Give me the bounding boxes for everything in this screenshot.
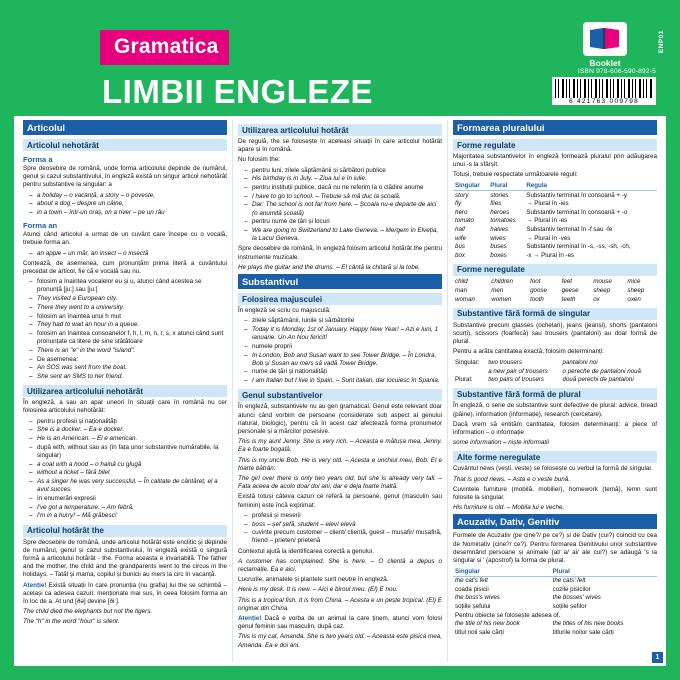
cell: două perechi de pantaloni — [562, 376, 634, 384]
paragraph: Lucrurile, animalele și plantele sunt neutre în engleză. — [238, 576, 389, 584]
list-item: – cuvinte precum customer – client/ clientă, guest – musafir/ musafiră, friend – prieten/ prietenă — [247, 529, 442, 545]
paragraph: His furniture is old. – Mobila lui e veche. — [453, 504, 565, 512]
paragraph: The child died the elephants but not the tigers. — [23, 608, 153, 616]
cell: the cat's felt — [455, 577, 488, 585]
paragraph: Cuvântul news (vești, veste) se folosește cu verbul la formă de singular. — [453, 465, 653, 473]
table-row — [453, 611, 657, 620]
list-item: – I'm in a hurry! – Mă grăbesc! — [32, 512, 227, 520]
determiner-table — [453, 359, 657, 385]
col-header-singular: Singular — [453, 567, 551, 576]
table-row — [453, 620, 657, 629]
list-item: – profesii și meserii — [247, 512, 442, 520]
paragraph: Spre deosebire de română, în engleză folosim articolul hotărât the pentru instrumente muzicale. — [238, 245, 442, 261]
subheading-utilizarea-nehotarat: Utilizarea articolului nehotărât — [23, 385, 227, 397]
cell: the boss's wives — [455, 594, 500, 602]
section-heading-articolul: Articolul — [23, 120, 227, 135]
cell: mouse — [593, 278, 612, 286]
list-forma-an — [23, 250, 227, 258]
cell: fly — [455, 200, 462, 208]
subheading-fara-singular: Substantive fără formă de singular — [453, 308, 657, 320]
list-item: – There is an "e" in the word "island". — [32, 347, 227, 355]
cell: two pairs of trousers — [488, 376, 544, 384]
list-item: – As a singer he was very successful. – În calitate de cântăreț, el a avut succes. — [32, 478, 227, 494]
list-item: – an apple – un măr, an insect – o insectă — [32, 250, 227, 258]
irregular-plural-table — [453, 278, 657, 304]
poster-header — [100, 14, 666, 114]
table-row — [453, 628, 657, 637]
heading-forma-an: Forma an — [23, 221, 58, 231]
subheading-fara-plural: Substantive fără formă de plural — [453, 388, 657, 400]
col-header-plural: Plural — [488, 182, 524, 191]
paragraph: Dacă vrem să entităm cantitatea, folosim determinanți: a piece of information – o informație — [453, 420, 657, 436]
paragraph: Pentru a arăta cantitatea exactă, folosim determinanți: — [453, 348, 604, 356]
table-row — [453, 576, 657, 585]
paragraph: He plays the guitar and the drums. – El cântă la chitară și la tobe. — [238, 263, 421, 271]
section-heading-substantivul: Substantivul — [238, 274, 442, 289]
cell: coada pisicii — [455, 585, 489, 593]
table-row — [453, 367, 657, 376]
list-item: – numele proprii — [247, 343, 442, 351]
cell: children — [491, 278, 513, 286]
paragraph: The girl over there is only two years old, but she is already very tall. – Fata aceea de acolo doar doi ani, dar e deja foarte înaltă. — [238, 475, 442, 491]
paragraph: Substantive precum glasses (ochelari), jeans (jeanși), shorts (pantaloni scurți), scissors (foarfecă) sau trousers (pantaloni) au doar formă de plural. — [453, 321, 657, 346]
cell: a new pair of trousers — [488, 367, 548, 375]
list-item: – I am Italian but I live in Spain. – Sunt italian, dar locuiesc în Spania. — [247, 377, 442, 385]
cell: the titles of his new books — [552, 620, 624, 628]
paragraph: some information – niște informații — [453, 439, 549, 447]
cell: child — [455, 278, 468, 286]
list-item: – boss – șef șefă, student – elev/ elevă — [247, 521, 442, 529]
list-item: – De asemenea: — [32, 356, 227, 364]
list-item: – She sent an SMS to her friend. — [32, 373, 227, 381]
paragraph: That is good news. – Asta e o veste bună. — [453, 475, 571, 483]
paragraph: Here is my desk. It is new. – Aici e biroul meu. (El) E nou. — [238, 586, 398, 594]
list-item: – I've got a temperature. – Am febră. — [32, 504, 227, 512]
table-row — [453, 594, 657, 603]
kicker-banner: Gramatica — [100, 30, 229, 65]
list-item: – după with, without sau as (în fața unor substantive numărabile, la singular) — [32, 444, 227, 460]
list-gen — [238, 512, 442, 546]
subheading-alte-forme: Alte forme neregulate — [453, 451, 657, 463]
table-row — [453, 200, 657, 209]
table-row — [453, 191, 657, 200]
table-row — [453, 278, 657, 287]
subheading-articolul-hotarat: Articolul hotărât the — [23, 525, 227, 537]
table-row — [453, 243, 657, 252]
heading-forma-a: Forma a — [23, 155, 53, 164]
list-item: – without a ticket – fără bilet — [32, 469, 227, 477]
list-item: – pentru profesii și naționalități — [32, 418, 227, 426]
cell: → Plural în -ves — [526, 234, 571, 242]
table-row — [453, 603, 657, 612]
list-item: – în enumerări expresii — [32, 495, 227, 503]
cell: women — [491, 295, 512, 303]
cell: bus — [455, 243, 465, 251]
cell: titlurile noilor sale cărți — [552, 628, 614, 636]
isbn-text: ISBN 978-606-590-892-5 — [577, 68, 656, 75]
atentie-label: Atenție! — [238, 615, 262, 623]
atentie-text: Există situații în care pronunția (nu grafia) lui the se schimbă – același ca adesea cazuri; menționate mai sus, în ceea folosim forma an în loc de a. At und [ðə] devine [ðiː]. — [23, 581, 227, 605]
list-item: – An SOS was sent from the boat. — [32, 364, 227, 372]
list-item: – They visited a European city. — [32, 295, 227, 303]
paragraph: În engleză, o serie de substantive sunt defective de plural: advice, bread (pâine), information (informație), research (cercetare). — [453, 402, 657, 418]
list-item: – in a town – într-un oraș, on a river – pe un râu — [32, 209, 227, 217]
section-heading-cazuri: Acuzativ, Dativ, Genitiv — [453, 514, 657, 529]
cell: goose — [530, 287, 547, 295]
list-item: – We are going to Switzerland to Lake Geneva. – Mergem în Elveția, la Lacul Geneva. — [247, 227, 442, 243]
table-header-row — [453, 567, 657, 576]
cell: the title of his new book — [455, 620, 520, 628]
paragraph-atentie — [23, 582, 227, 607]
section-heading-plural: Formarea pluralului — [453, 120, 657, 135]
cell: men — [491, 287, 504, 295]
table-header-row — [453, 182, 657, 191]
col-header-singular: Singular — [453, 182, 488, 191]
cell: man — [455, 287, 468, 295]
list-item: – There they went to a university. — [32, 304, 227, 312]
table-row — [453, 295, 657, 304]
subheading-forme-regulate: Forme regulate — [453, 139, 657, 151]
list-item: – a holiday – o vacanță, a story – o poveste, — [32, 192, 227, 200]
brand-name: Booklet — [589, 58, 621, 68]
cell: stories — [490, 191, 509, 199]
content-sheet — [14, 116, 666, 666]
cell: Substantiv terminat în -s, -ss, -sh, -ch, — [526, 243, 631, 251]
cell: pantaloni noi — [562, 359, 598, 367]
cell: geese — [561, 287, 579, 295]
atentie-label: Atenție! — [23, 581, 47, 589]
barcode-bars — [555, 79, 653, 98]
subheading-majuscula: Folosirea majusculei — [238, 293, 442, 305]
table-row — [453, 208, 657, 217]
list-item: – He is an American. – El e american. — [32, 435, 227, 443]
list-item: – His birthday is in July. – Ziua lui e în iulie. — [247, 175, 442, 183]
paragraph: This is my aunt Jenny. She is very rich. – Aceasta e mătușa mea, Jenny. Ea e foarte bogată. — [238, 438, 442, 454]
cell: the bosses' wives — [552, 594, 601, 602]
table-row — [453, 234, 657, 243]
cell: -x → Plural în -es — [526, 251, 575, 259]
barcode-digits: 6 421763 009798 — [568, 98, 640, 105]
cell: soțiile șefului — [455, 603, 491, 611]
list-item: – about a dog – despre un câine, — [32, 200, 227, 208]
subheading-articolul-nehotarat: Articolul nehotărât — [23, 139, 227, 151]
list-item: – a coat with a hood – o haină cu glugă — [32, 461, 227, 469]
paragraph-atentie — [238, 615, 442, 631]
paragraph: Contextul ajută la identificarea corectă a genului. — [238, 547, 374, 555]
list-item: – zilele săptămânii, lunile și sărbătorile — [247, 317, 442, 325]
table-row — [453, 217, 657, 226]
paragraph: În engleză se scriu cu majusculă: — [238, 307, 331, 315]
cell: tomatoes — [490, 217, 516, 225]
list-item: – She is a docker. – Ea e docker. — [32, 426, 227, 434]
cell: sheep — [593, 287, 611, 295]
column-articolul — [18, 120, 232, 662]
cell: Substantiv terminat în consoană + -o — [526, 208, 628, 216]
cell: tooth — [530, 295, 544, 303]
page-title: LIMBII ENGLEZE — [102, 73, 373, 110]
paragraph: Nu folosim the: — [238, 156, 280, 164]
book-icon — [583, 22, 627, 56]
table-row — [453, 585, 657, 594]
list-item: – I have to go to school. – Trebuie să mă duc la școală. — [247, 193, 442, 201]
cell: heroes — [490, 208, 510, 216]
brand-logo — [566, 22, 644, 68]
cell: woman — [455, 295, 475, 303]
cell: foot — [530, 278, 541, 286]
column-plural — [447, 120, 662, 662]
cell: o pereche de pantaloni nouă — [562, 367, 641, 375]
paragraph: Există totuși câteva cazuri ce referă la persoane, genul (masculin sau feminin) este încă exprimat: — [238, 493, 442, 509]
cell: cozile pisicilor — [552, 585, 591, 593]
list-majuscula — [238, 317, 442, 385]
plural-table — [453, 182, 657, 260]
list-item: – In London, Bob and Susan want to see Tower Bridge. – În Londra, Bob și Susan au mers să vadă Tower Bridge. — [247, 352, 442, 368]
table-row — [453, 251, 657, 260]
cell: Plural: — [455, 376, 473, 384]
table-row — [453, 226, 657, 235]
list-item: – folosim a înaintea vocalelor eu și u, atunci când acestea se pronunță [ju:] sau [ju:] — [32, 278, 227, 294]
cell: buses — [490, 243, 507, 251]
col-header-regula: Regula — [524, 182, 657, 191]
cell: story — [455, 191, 469, 199]
cell: Substantiv terminat în consoană + -y — [526, 191, 627, 199]
paragraph: This is a tropical fish. It is from China. – Acesta e un pește tropical. (El) E originar din China. — [238, 596, 442, 612]
list-item: – folosim an înaintea consoanelor f, h, l, m, n, r, s, x atunci când sunt pronunțate ca litere de sine stătătoare — [32, 330, 227, 346]
cell: soțiile șefilor — [552, 603, 587, 611]
cell: sheep — [627, 287, 645, 295]
list-item: – pentru nume de țări și locuri — [247, 218, 442, 226]
paragraph: The "h" in the word "hour" is silent. — [23, 618, 120, 626]
cell — [453, 367, 486, 376]
barcode — [552, 77, 656, 105]
cell: titlul noii sale cărți — [455, 628, 504, 636]
subheading-forme-neregulate: Forme neregulate — [453, 264, 657, 276]
paragraph: This is my uncle Bob. He is very old. – Acesta e unchiul meu, Bob. El e foarte bătrân. — [238, 456, 442, 472]
cell: box — [455, 251, 465, 259]
paragraph: De regulă, the se folosește în aceleași situații în care articolul hotărât apare și în română. — [238, 138, 442, 154]
paragraph: This is my cat, Amanda. She is two years old. – Aceasta este pisica mea, Amanda. Ea e doi ani. — [238, 633, 442, 649]
cell: boxes — [490, 251, 507, 259]
list-item: – pentru instituții publice, dacă nu ne referim la o clădire anume — [247, 184, 442, 192]
list-pronuntie — [23, 278, 227, 381]
subheading-utilizarea-hotarat: Utilizarea articolului hotărât — [238, 124, 442, 136]
paragraph: În engleză, a sau an apar uneori în situații care în română nu cer folosirea articolului nehotărât: — [23, 399, 227, 415]
genitive-table — [453, 567, 657, 637]
paragraph: Atunci când articolul a urmat de un cuvânt care începe cu o vocală, trebuie forma an. — [23, 231, 227, 247]
atentie-text: Dacă e vorba de un animal la care ținem, atunci vom folosi genul feminin sau masculin, după caz. — [238, 615, 443, 631]
cell: Pentru obiecte se folosește adesea of. — [455, 611, 561, 619]
list-item: – pentru luni, zilele săptămânii și sărbători publice — [247, 167, 442, 175]
column-substantivul — [232, 120, 447, 662]
paragraph: Majoritatea substantivelor în engleză formează pluralul prin adăugarea unui -s la sfârșit. — [453, 153, 657, 169]
cell: hero — [455, 208, 468, 216]
subheading-genul: Genul substantivelor — [238, 389, 442, 401]
list-utilizare — [23, 418, 227, 521]
list-forma-a — [23, 192, 227, 218]
edition-tag: ENP01 — [658, 30, 665, 54]
paragraph: Formele de Acuzativ (pe cine?/ pe ce?) și de Dativ (cui?) coincid cu cea de Nominativ (cine?/ ce?). Pentru formarea Genitivului unor substantive desemnând persoane și animale (al/ a/ ai/ ale cui?) se adaugă 's la singular și ' (apostrof) la forma de plural. — [453, 532, 657, 564]
cell: wives — [490, 234, 506, 242]
title-block — [100, 30, 530, 111]
cell: the cats' felt — [552, 577, 586, 585]
cell: → Plural în -ies — [526, 200, 569, 208]
cell: Singular: — [455, 359, 480, 367]
table-row — [453, 376, 657, 385]
paragraph: Cuvintele furniture (mobilă, mobilier), homework (temă), lemn sunt folosite la singular. — [453, 485, 657, 501]
paragraph: A customer has complained. She is here. – O clientă a depus o reclamație. Ea e aici. — [238, 557, 442, 574]
cell: ox — [593, 295, 600, 303]
cell: flies — [490, 200, 502, 208]
cell: feet — [561, 278, 572, 286]
cell: teeth — [561, 295, 576, 303]
cell: tomato — [455, 217, 474, 225]
list-fara-the — [238, 167, 442, 244]
cell: wife — [455, 234, 467, 242]
list-item: – nume de țări și naționalități — [247, 368, 442, 376]
cell: → Plural în -es — [526, 217, 568, 225]
paragraph: Totuși, trebuie respectate următoarele reguli: — [453, 171, 578, 179]
table-row — [453, 359, 657, 368]
paragraph: Contează, de asemenea, cum pronunțăm prima literă a cuvântului precedat de articol, fie că e vocală sau nu. — [23, 259, 227, 276]
cell: Substantiv terminat în -f sau -fe — [526, 226, 613, 234]
cell: half — [455, 226, 465, 234]
list-item: – Today it is Monday, 1st of January. Happy New Year! – Azi e luni, 1 ianuarie. Un An Nou fericit! — [247, 326, 442, 342]
paragraph: Spre deosebire de română, unde forma articolului depinde de numărul, genul și cazul substantivului, în engleză există un singur articol nehotărât pentru substantive la singular: a — [23, 165, 227, 189]
cell: mice — [627, 278, 641, 286]
paragraph: În engleză, substantivele nu au gen gramatical. Genul este relevant doar atunci când vorbim de persoane (considerate sub aspect al genului natural, biologic), pentru că în acest caz afectează forma pronumelor personale și a mărcilor posesive. — [238, 403, 442, 435]
col-header-plural: Plural — [551, 567, 657, 576]
list-item: – They had to wait an hour in a queue. — [32, 321, 227, 329]
page-number: 1 — [652, 652, 663, 663]
list-item: – folosim an înaintea unui h mut — [32, 313, 227, 321]
cell: halves — [490, 226, 509, 234]
table-row — [453, 287, 657, 296]
paragraph: Spre deosebire de română, unde articolul hotărât este enclitic și depinde de numărul, genul și cazul substantivului, în engleză există o singură formă a articolului hotărât - the. Forma aceasta e invariabilă. The father and the mother, the child and the grandparents went to the circus in the holidays. – Tatăl și mama, copilul și bunicii au mers la circ în vacanță. — [23, 538, 227, 579]
cell: oxen — [627, 295, 641, 303]
list-item: – Dar: The school is not far from here. – Școala nu-e departe de aici (o anumită școală) — [247, 201, 442, 217]
cell: two trousers — [488, 359, 522, 367]
